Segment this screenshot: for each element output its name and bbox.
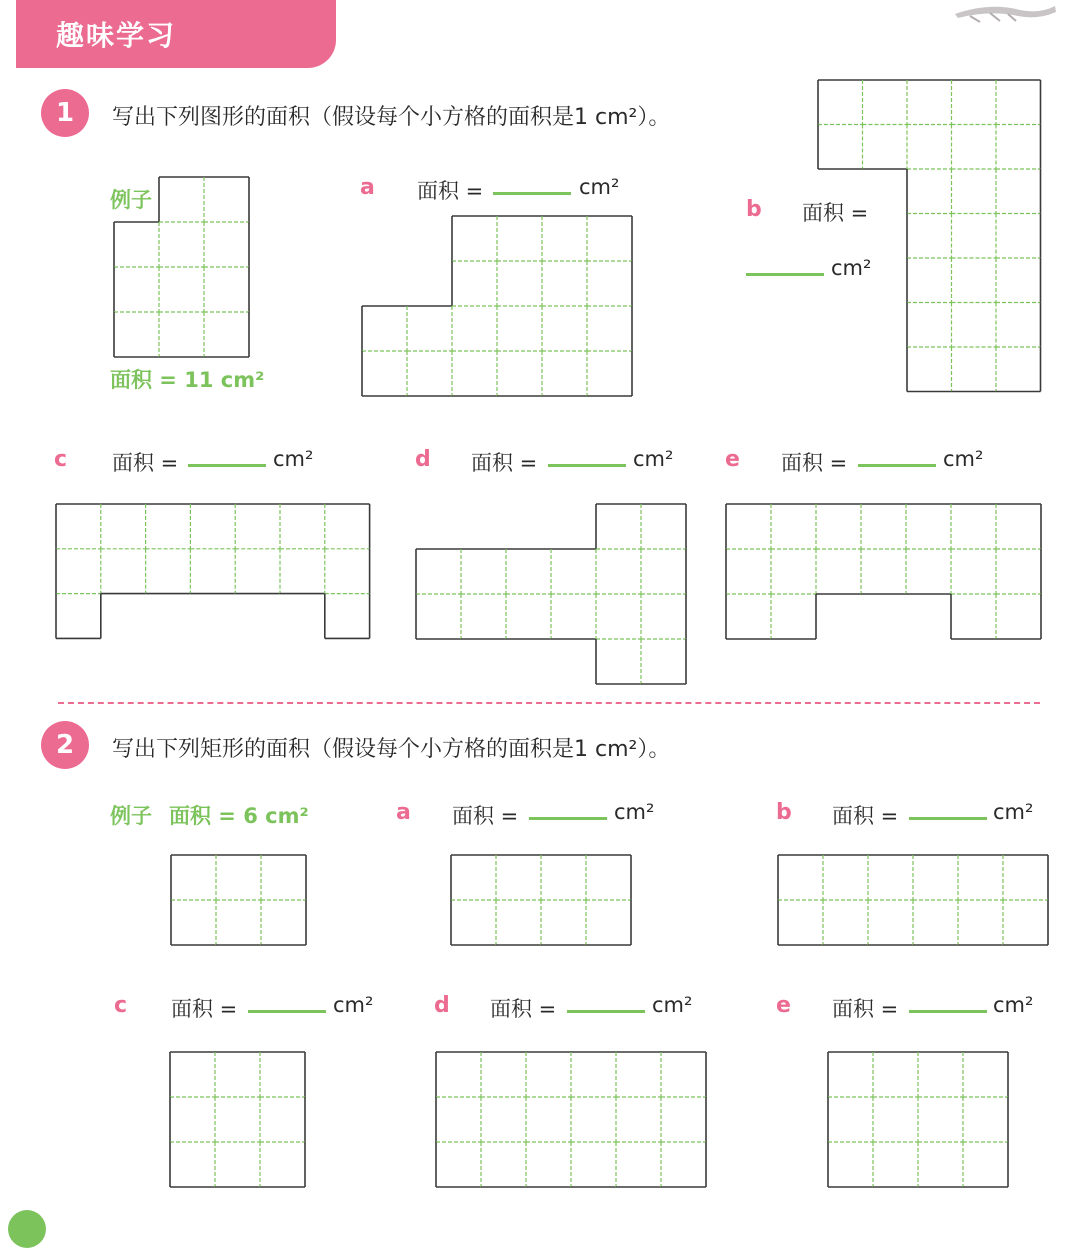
question-number-2: 2 <box>41 721 89 769</box>
item-1a-label: 面积 = <box>417 179 484 203</box>
figure-2e <box>828 1052 1008 1187</box>
page-corner-dot <box>8 1210 46 1248</box>
figure-2d <box>436 1052 706 1187</box>
item-2c-unit: cm² <box>333 993 374 1017</box>
question-1-instruction: 写出下列图形的面积（假设每个小方格的面积是1 cm²）。 <box>112 105 671 130</box>
question-2-instruction: 写出下列矩形的面积（假设每个小方格的面积是1 cm²）。 <box>112 737 671 762</box>
item-1b-label: 面积 = <box>802 201 869 225</box>
item-2e-unit: cm² <box>993 993 1034 1017</box>
example-2-tag: 例子 <box>110 804 152 828</box>
item-2e-label: 面积 = <box>832 997 899 1021</box>
item-2a-unit: cm² <box>614 800 655 824</box>
example-2-answer: 面积 = 6 cm² <box>169 804 309 828</box>
question-number-1: 1 <box>41 89 89 137</box>
item-1c-letter: c <box>54 447 68 472</box>
figure-2b <box>778 855 1048 945</box>
item-2b-unit: cm² <box>993 800 1034 824</box>
example-2-figure <box>171 855 306 945</box>
item-2a-label: 面积 = <box>452 804 519 828</box>
item-1d-letter: d <box>415 447 431 472</box>
item-1d-unit: cm² <box>633 447 674 471</box>
item-2d-letter: d <box>434 993 450 1018</box>
item-1b-letter: b <box>746 197 762 222</box>
item-1a-letter: a <box>360 175 375 200</box>
figure-1b <box>818 80 1041 392</box>
header-title: 趣味学习 <box>56 19 177 52</box>
item-1a-unit: cm² <box>579 175 620 199</box>
item-1d-label: 面积 = <box>471 451 538 475</box>
figure-1c <box>56 504 370 638</box>
example-1-tag: 例子 <box>110 188 152 212</box>
example-1-figure <box>114 177 249 357</box>
item-1e-letter: e <box>725 447 740 472</box>
figure-1e <box>726 504 1041 639</box>
item-1e-unit: cm² <box>943 447 984 471</box>
item-2b-letter: b <box>776 800 792 825</box>
item-1b-unit: cm² <box>831 256 872 280</box>
figure-1a <box>362 216 632 396</box>
example-1-answer: 面积 = 11 cm² <box>110 368 265 392</box>
item-1e-label: 面积 = <box>781 451 848 475</box>
figure-2c <box>170 1052 305 1187</box>
item-2d-unit: cm² <box>652 993 693 1017</box>
item-2a-letter: a <box>396 800 411 825</box>
figure-1d <box>416 504 686 684</box>
item-1c-unit: cm² <box>273 447 314 471</box>
item-2c-label: 面积 = <box>171 997 238 1021</box>
item-2d-label: 面积 = <box>490 997 557 1021</box>
item-2e-letter: e <box>776 993 791 1018</box>
figure-2a <box>451 855 631 945</box>
item-2b-label: 面积 = <box>832 804 899 828</box>
item-1c-label: 面积 = <box>112 451 179 475</box>
item-2c-letter: c <box>114 993 128 1018</box>
